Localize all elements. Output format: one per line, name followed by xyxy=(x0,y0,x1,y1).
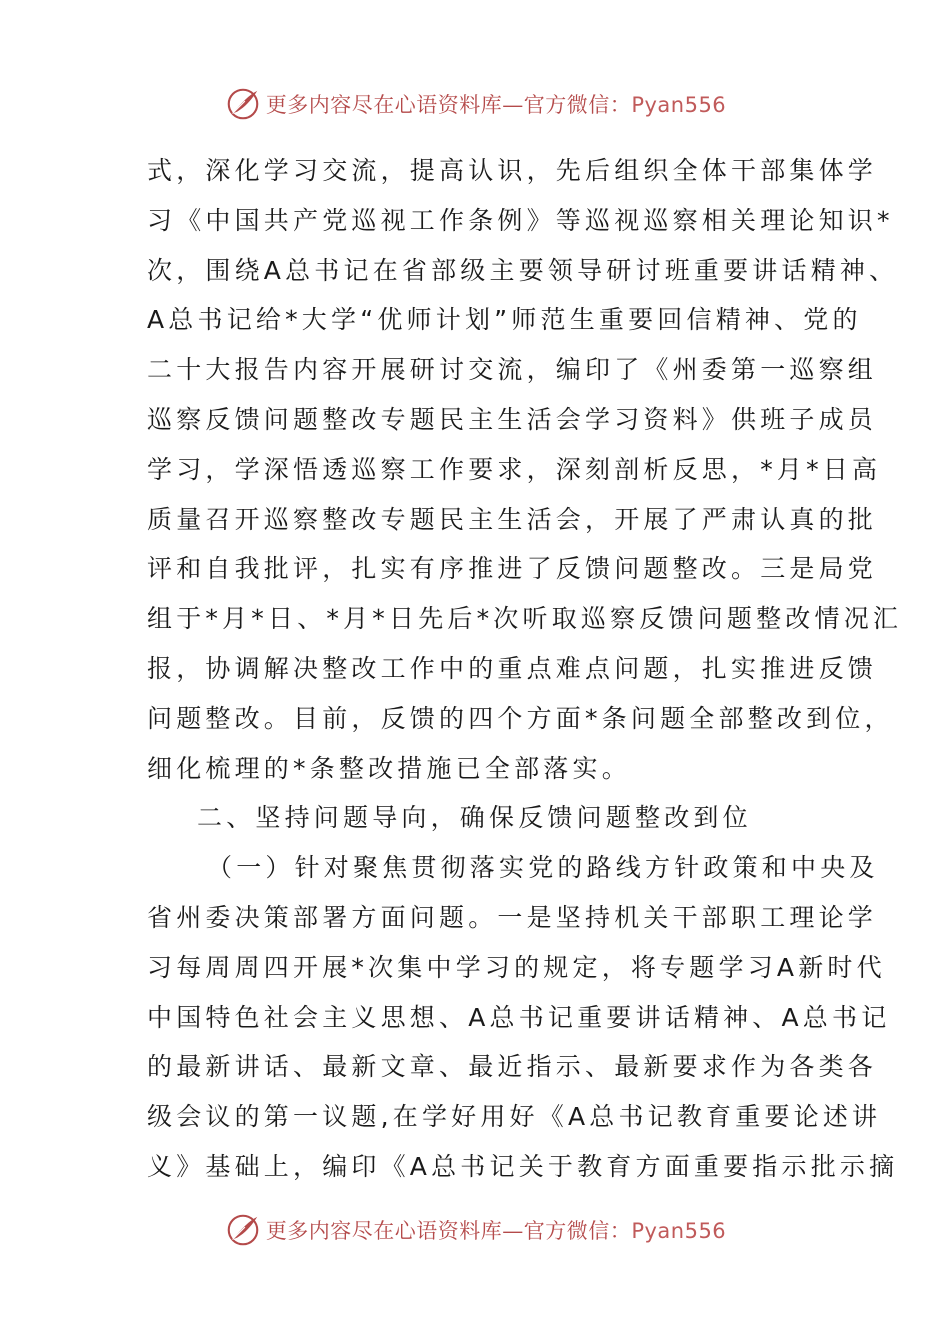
text-line: 省州委决策部署方面问题。一是坚持机关干部职工理论学 xyxy=(147,902,878,932)
text-line: 习每周周四开展*次集中学习的规定，将专题学习A新时代 xyxy=(147,952,886,982)
header-banner xyxy=(0,82,950,126)
wechat-id: Pyan556 xyxy=(631,93,727,117)
text-line: 式，深化学习交流，提高认识，先后组织全体干部集体学 xyxy=(147,156,878,185)
text-line: 学习，学深悟透巡察工作要求，深刻剖析反思，*月*日高 xyxy=(147,454,882,484)
text-line: 级会议的第一议题,在学好用好《A总书记教育重要论述讲 xyxy=(147,1102,882,1132)
text-line: 习《中国共产党巡视工作条例》等巡视巡察相关理论知识* xyxy=(147,205,894,235)
text-line: 二十大报告内容开展研讨交流，编印了《州委第一巡察组 xyxy=(147,355,878,385)
text-line: 细化梳理的*条整改措施已全部落实。 xyxy=(147,753,631,783)
banner-text: 更多内容尽在心语资料库—官方微信：Pyan556 xyxy=(265,93,727,117)
text-line: 义》基础上，编印《A总书记关于教育方面重要指示批示摘 xyxy=(147,1151,899,1181)
text-line: 巡察反馈问题整改专题民主生活会学习资料》供班子成员 xyxy=(147,404,878,434)
text-line: 质量召开巡察整改专题民主生活会，开展了严肃认真的批 xyxy=(147,504,878,534)
text-line: （一）针对聚焦贯彻落实党的路线方针政策和中央及 xyxy=(207,853,879,883)
text-line: 报，协调解决整改工作中的重点难点问题，扎实推进反馈 xyxy=(147,653,878,683)
text-line: 评和自我批评，扎实有序推进了反馈问题整改。三是局党 xyxy=(147,554,878,584)
feather-pen-logo-icon xyxy=(224,1211,262,1249)
text-line: 次，围绕A总书记在省部级主要领导研讨班重要讲话精神、 xyxy=(147,255,899,285)
text-line: 的最新讲话、最新文章、最近指示、最新要求作为各类各 xyxy=(147,1052,878,1082)
feather-pen-logo-icon xyxy=(224,85,262,123)
wechat-id: Pyan556 xyxy=(631,1219,727,1243)
text-line: A总书记给*大学“优师计划”师范生重要回信精神、党的 xyxy=(147,305,862,335)
section-heading: 二、坚持问题导向，确保反馈问题整改到位 xyxy=(197,803,752,833)
text-line: 问题整改。目前，反馈的四个方面*条问题全部整改到位， xyxy=(147,703,894,733)
text-line: 中国特色社会主义思想、A总书记重要讲话精神、A总书记 xyxy=(147,1002,891,1032)
text-line: 组于*月*日、*月*日先后*次听取巡察反馈问题整改情况汇 xyxy=(147,604,903,634)
document-body xyxy=(147,146,903,1192)
footer-banner xyxy=(0,1208,950,1252)
banner-text: 更多内容尽在心语资料库—官方微信：Pyan556 xyxy=(265,1219,727,1243)
